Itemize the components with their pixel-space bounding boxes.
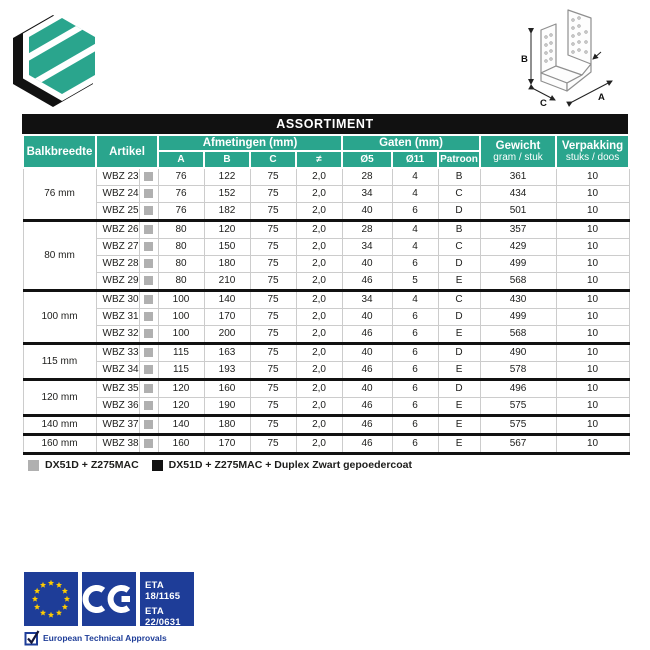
coating-swatch-cell — [139, 168, 158, 186]
checkmark-box-icon — [24, 629, 40, 646]
eu-flag-icon — [24, 572, 78, 626]
holes-o5-cell: 40 — [342, 344, 392, 362]
coating-swatch-cell — [139, 291, 158, 309]
artikel-cell: WBZ 33 — [96, 344, 139, 362]
dim-b-cell: 122 — [204, 168, 250, 186]
balkbreedte-cell: 100 mm — [23, 291, 96, 344]
coating-swatch-icon — [144, 348, 153, 357]
coating-swatch-icon — [144, 172, 153, 181]
thickness-cell: 2,0 — [296, 273, 342, 291]
ce-mark-icon — [82, 572, 136, 626]
verpakking-cell: 10 — [556, 168, 629, 186]
thickness-cell: 2,0 — [296, 344, 342, 362]
holes-o5-cell: 34 — [342, 239, 392, 256]
gewicht-cell: 568 — [480, 273, 556, 291]
holes-o11-cell: 4 — [392, 168, 438, 186]
verpakking-cell: 10 — [556, 256, 629, 273]
gewicht-cell: 567 — [480, 435, 556, 454]
holes-o11-cell: 6 — [392, 256, 438, 273]
dim-a-cell: 100 — [158, 309, 204, 326]
coating-swatch-icon — [144, 225, 153, 234]
balkbreedte-cell: 140 mm — [23, 416, 96, 435]
dim-c-cell: 75 — [250, 344, 296, 362]
coating-swatch-icon — [144, 259, 153, 268]
dim-c-cell: 75 — [250, 416, 296, 435]
col-header-gewicht: Gewicht gram / stuk — [480, 135, 556, 168]
table-row — [23, 203, 629, 221]
dim-b-cell: 160 — [204, 380, 250, 398]
artikel-cell: WBZ 31 — [96, 309, 139, 326]
artikel-cell: WBZ 37 — [96, 416, 139, 435]
coating-swatch-icon — [144, 365, 153, 374]
dim-label-c: C — [540, 98, 547, 109]
gewicht-cell: 496 — [480, 380, 556, 398]
balkbreedte-group — [23, 416, 629, 435]
coating-swatch-cell — [139, 326, 158, 344]
gewicht-cell: 361 — [480, 168, 556, 186]
dim-b-cell: 163 — [204, 344, 250, 362]
dim-b-cell: 190 — [204, 398, 250, 416]
table-row — [23, 221, 629, 239]
thickness-cell: 2,0 — [296, 186, 342, 203]
patroon-cell: E — [438, 416, 480, 435]
gewicht-cell: 430 — [480, 291, 556, 309]
legend-item-zinc — [28, 459, 139, 471]
holes-o11-cell: 4 — [392, 291, 438, 309]
holes-o5-cell: 34 — [342, 186, 392, 203]
artikel-cell: WBZ 30 — [96, 291, 139, 309]
thickness-cell: 2,0 — [296, 326, 342, 344]
dim-a-cell: 80 — [158, 221, 204, 239]
patroon-cell: E — [438, 326, 480, 344]
coating-swatch-cell — [139, 256, 158, 273]
table-row — [23, 256, 629, 273]
holes-o5-cell: 46 — [342, 416, 392, 435]
artikel-cell: WBZ 24 — [96, 186, 139, 203]
balkbreedte-group — [23, 344, 629, 380]
eta-line-2: ETA 22/0631 — [145, 606, 181, 628]
col-header-verpakking: Verpakking stuks / doos — [556, 135, 629, 168]
coating-swatch-cell — [139, 221, 158, 239]
balkbreedte-group — [23, 380, 629, 416]
patroon-cell: D — [438, 203, 480, 221]
holes-o5-cell: 28 — [342, 168, 392, 186]
dim-a-cell: 115 — [158, 344, 204, 362]
gewicht-cell: 575 — [480, 398, 556, 416]
dim-b-cell: 152 — [204, 186, 250, 203]
coating-swatch-cell — [139, 239, 158, 256]
certification-badges — [24, 572, 194, 626]
verpakking-cell: 10 — [556, 435, 629, 454]
dim-c-cell: 75 — [250, 326, 296, 344]
dim-a-cell: 160 — [158, 435, 204, 454]
dim-c-cell: 75 — [250, 380, 296, 398]
dim-a-cell: 76 — [158, 168, 204, 186]
holes-o11-cell: 6 — [392, 203, 438, 221]
thickness-cell: 2,0 — [296, 435, 342, 454]
holes-o5-cell: 46 — [342, 273, 392, 291]
dim-a-cell: 100 — [158, 326, 204, 344]
coating-swatch-cell — [139, 203, 158, 221]
coating-swatch-icon — [144, 295, 153, 304]
dim-c-cell: 75 — [250, 239, 296, 256]
thickness-cell: 2,0 — [296, 203, 342, 221]
dim-a-cell: 80 — [158, 273, 204, 291]
coating-swatch-cell — [139, 309, 158, 326]
balkbreedte-group — [23, 221, 629, 291]
dim-c-cell: 75 — [250, 291, 296, 309]
legend-label: DX51D + Z275MAC — [45, 459, 139, 471]
col-header-afmetingen: Afmetingen (mm) — [158, 135, 342, 151]
gewicht-cell: 578 — [480, 362, 556, 380]
table-row — [23, 362, 629, 380]
artikel-cell: WBZ 29 — [96, 273, 139, 291]
dim-c-cell: 75 — [250, 221, 296, 239]
joist-hanger-drawing — [497, 2, 645, 114]
patroon-cell: C — [438, 239, 480, 256]
coating-swatch-cell — [139, 416, 158, 435]
assortiment-table — [22, 134, 630, 455]
dim-a-cell: 115 — [158, 362, 204, 380]
dim-a-cell: 80 — [158, 239, 204, 256]
col-header-o5: Ø5 — [342, 151, 392, 168]
assortiment-sheet — [22, 114, 628, 471]
dim-b-cell: 150 — [204, 239, 250, 256]
holes-o11-cell: 6 — [392, 398, 438, 416]
holes-o11-cell: 4 — [392, 239, 438, 256]
coating-swatch-icon — [144, 401, 153, 410]
dim-c-cell: 75 — [250, 362, 296, 380]
patroon-cell: D — [438, 309, 480, 326]
coating-swatch-cell — [139, 398, 158, 416]
artikel-cell: WBZ 23 — [96, 168, 139, 186]
dim-c-cell: 75 — [250, 309, 296, 326]
thickness-cell: 2,0 — [296, 168, 342, 186]
thickness-cell: 2,0 — [296, 256, 342, 273]
table-row — [23, 380, 629, 398]
dim-a-cell: 76 — [158, 186, 204, 203]
artikel-cell: WBZ 38 — [96, 435, 139, 454]
dim-b-cell: 193 — [204, 362, 250, 380]
gewicht-cell: 434 — [480, 186, 556, 203]
col-header-a: A — [158, 151, 204, 168]
table-row — [23, 291, 629, 309]
artikel-cell: WBZ 26 — [96, 221, 139, 239]
verpakking-cell: 10 — [556, 186, 629, 203]
dim-b-cell: 120 — [204, 221, 250, 239]
verpakking-cell: 10 — [556, 326, 629, 344]
holes-o11-cell: 4 — [392, 221, 438, 239]
dim-a-cell: 140 — [158, 416, 204, 435]
holes-o5-cell: 34 — [342, 291, 392, 309]
verpakking-cell: 10 — [556, 273, 629, 291]
table-row — [23, 309, 629, 326]
holes-o11-cell: 6 — [392, 344, 438, 362]
holes-o11-cell: 6 — [392, 380, 438, 398]
coating-swatch-icon — [144, 420, 153, 429]
dim-b-cell: 170 — [204, 309, 250, 326]
balkbreedte-group — [23, 168, 629, 221]
coating-swatch-cell — [139, 362, 158, 380]
verpakking-cell: 10 — [556, 309, 629, 326]
holes-o5-cell: 46 — [342, 435, 392, 454]
col-header-artikel: Artikel — [96, 135, 158, 168]
balkbreedte-group — [23, 435, 629, 454]
col-header-gaten: Gaten (mm) — [342, 135, 480, 151]
patroon-cell: B — [438, 221, 480, 239]
holes-o5-cell: 46 — [342, 362, 392, 380]
artikel-cell: WBZ 34 — [96, 362, 139, 380]
verpakking-cell: 10 — [556, 362, 629, 380]
gewicht-cell: 490 — [480, 344, 556, 362]
balkbreedte-cell: 115 mm — [23, 344, 96, 380]
brand-hexagon-logo-icon — [10, 6, 105, 108]
coating-swatch-cell — [139, 186, 158, 203]
gewicht-cell: 568 — [480, 326, 556, 344]
patroon-cell: D — [438, 344, 480, 362]
dim-a-cell: 80 — [158, 256, 204, 273]
verpakking-cell: 10 — [556, 221, 629, 239]
black-swatch-icon — [152, 460, 163, 471]
holes-o11-cell: 6 — [392, 416, 438, 435]
artikel-cell: WBZ 35 — [96, 380, 139, 398]
table-row — [23, 186, 629, 203]
coating-swatch-icon — [144, 329, 153, 338]
verpakking-cell: 10 — [556, 344, 629, 362]
dim-c-cell: 75 — [250, 273, 296, 291]
table-title-bar: ASSORTIMENT — [22, 114, 628, 134]
col-header-o11: Ø11 — [392, 151, 438, 168]
gewicht-cell: 499 — [480, 256, 556, 273]
verpakking-cell: 10 — [556, 380, 629, 398]
european-technical-approvals — [24, 629, 167, 646]
coating-swatch-cell — [139, 435, 158, 454]
dim-c-cell: 75 — [250, 256, 296, 273]
coating-swatch-icon — [144, 384, 153, 393]
table-row — [23, 273, 629, 291]
dim-c-cell: 75 — [250, 203, 296, 221]
holes-o5-cell: 28 — [342, 221, 392, 239]
coating-swatch-icon — [144, 189, 153, 198]
table-row — [23, 416, 629, 435]
thickness-cell: 2,0 — [296, 416, 342, 435]
table-row — [23, 326, 629, 344]
artikel-cell: WBZ 27 — [96, 239, 139, 256]
dim-b-cell: 180 — [204, 416, 250, 435]
coating-swatch-cell — [139, 380, 158, 398]
dim-a-cell: 120 — [158, 398, 204, 416]
gewicht-cell: 357 — [480, 221, 556, 239]
gewicht-cell: 575 — [480, 416, 556, 435]
balkbreedte-cell: 80 mm — [23, 221, 96, 291]
table-row — [23, 435, 629, 454]
dim-label-b: B — [521, 54, 528, 65]
artikel-cell: WBZ 25 — [96, 203, 139, 221]
coating-swatch-cell — [139, 273, 158, 291]
verpakking-cell: 10 — [556, 416, 629, 435]
balkbreedte-cell: 160 mm — [23, 435, 96, 454]
dim-b-cell: 210 — [204, 273, 250, 291]
col-header-balkbreedte: Balkbreedte — [23, 135, 96, 168]
thickness-cell: 2,0 — [296, 398, 342, 416]
dim-c-cell: 75 — [250, 186, 296, 203]
holes-o5-cell: 40 — [342, 380, 392, 398]
thickness-cell: 2,0 — [296, 309, 342, 326]
gray-swatch-icon — [28, 460, 39, 471]
patroon-cell: D — [438, 380, 480, 398]
verpakking-cell: 10 — [556, 398, 629, 416]
legend-item-duplex — [152, 459, 412, 471]
dim-b-cell: 200 — [204, 326, 250, 344]
thickness-cell: 2,0 — [296, 221, 342, 239]
col-header-b: B — [204, 151, 250, 168]
holes-o5-cell: 40 — [342, 309, 392, 326]
holes-o5-cell: 40 — [342, 203, 392, 221]
dim-a-cell: 100 — [158, 291, 204, 309]
dim-b-cell: 170 — [204, 435, 250, 454]
coating-swatch-icon — [144, 439, 153, 448]
holes-o11-cell: 5 — [392, 273, 438, 291]
coating-swatch-cell — [139, 344, 158, 362]
patroon-cell: E — [438, 398, 480, 416]
table-row — [23, 239, 629, 256]
thickness-cell: 2,0 — [296, 239, 342, 256]
holes-o5-cell: 46 — [342, 326, 392, 344]
patroon-cell: E — [438, 273, 480, 291]
table-row — [23, 344, 629, 362]
table-row — [23, 168, 629, 186]
col-header-c: C — [250, 151, 296, 168]
patroon-cell: C — [438, 186, 480, 203]
holes-o11-cell: 6 — [392, 435, 438, 454]
dim-c-cell: 75 — [250, 398, 296, 416]
holes-o11-cell: 4 — [392, 186, 438, 203]
approvals-label: European Technical Approvals — [43, 632, 167, 643]
coating-swatch-icon — [144, 312, 153, 321]
coating-swatch-icon — [144, 206, 153, 215]
holes-o11-cell: 6 — [392, 326, 438, 344]
gewicht-cell: 429 — [480, 239, 556, 256]
eta-badge — [140, 572, 194, 626]
holes-o11-cell: 6 — [392, 362, 438, 380]
holes-o5-cell: 46 — [342, 398, 392, 416]
thickness-cell: 2,0 — [296, 362, 342, 380]
dim-a-cell: 120 — [158, 380, 204, 398]
verpakking-cell: 10 — [556, 291, 629, 309]
balkbreedte-cell: 120 mm — [23, 380, 96, 416]
dim-c-cell: 75 — [250, 168, 296, 186]
balkbreedte-cell: 76 mm — [23, 168, 96, 221]
artikel-cell: WBZ 28 — [96, 256, 139, 273]
thickness-cell: 2,0 — [296, 291, 342, 309]
eta-line-1: ETA 18/1165 — [145, 580, 181, 602]
holes-o5-cell: 40 — [342, 256, 392, 273]
table-row — [23, 398, 629, 416]
coating-swatch-icon — [144, 242, 153, 251]
artikel-cell: WBZ 32 — [96, 326, 139, 344]
patroon-cell: C — [438, 291, 480, 309]
gewicht-cell: 501 — [480, 203, 556, 221]
verpakking-cell: 10 — [556, 239, 629, 256]
dim-label-a: A — [598, 92, 605, 103]
dim-b-cell: 180 — [204, 256, 250, 273]
thickness-cell: 2,0 — [296, 380, 342, 398]
coating-legend — [22, 459, 628, 471]
balkbreedte-group — [23, 291, 629, 344]
patroon-cell: E — [438, 435, 480, 454]
dim-a-cell: 76 — [158, 203, 204, 221]
dim-b-cell: 182 — [204, 203, 250, 221]
patroon-cell: E — [438, 362, 480, 380]
col-header-thickness: ≠ — [296, 151, 342, 168]
col-header-patroon: Patroon — [438, 151, 480, 168]
verpakking-cell: 10 — [556, 203, 629, 221]
patroon-cell: B — [438, 168, 480, 186]
dim-b-cell: 140 — [204, 291, 250, 309]
dim-c-cell: 75 — [250, 435, 296, 454]
legend-label: DX51D + Z275MAC + Duplex Zwart gepoedercoat — [168, 459, 412, 471]
gewicht-cell: 499 — [480, 309, 556, 326]
holes-o11-cell: 6 — [392, 309, 438, 326]
artikel-cell: WBZ 36 — [96, 398, 139, 416]
coating-swatch-icon — [144, 276, 153, 285]
patroon-cell: D — [438, 256, 480, 273]
